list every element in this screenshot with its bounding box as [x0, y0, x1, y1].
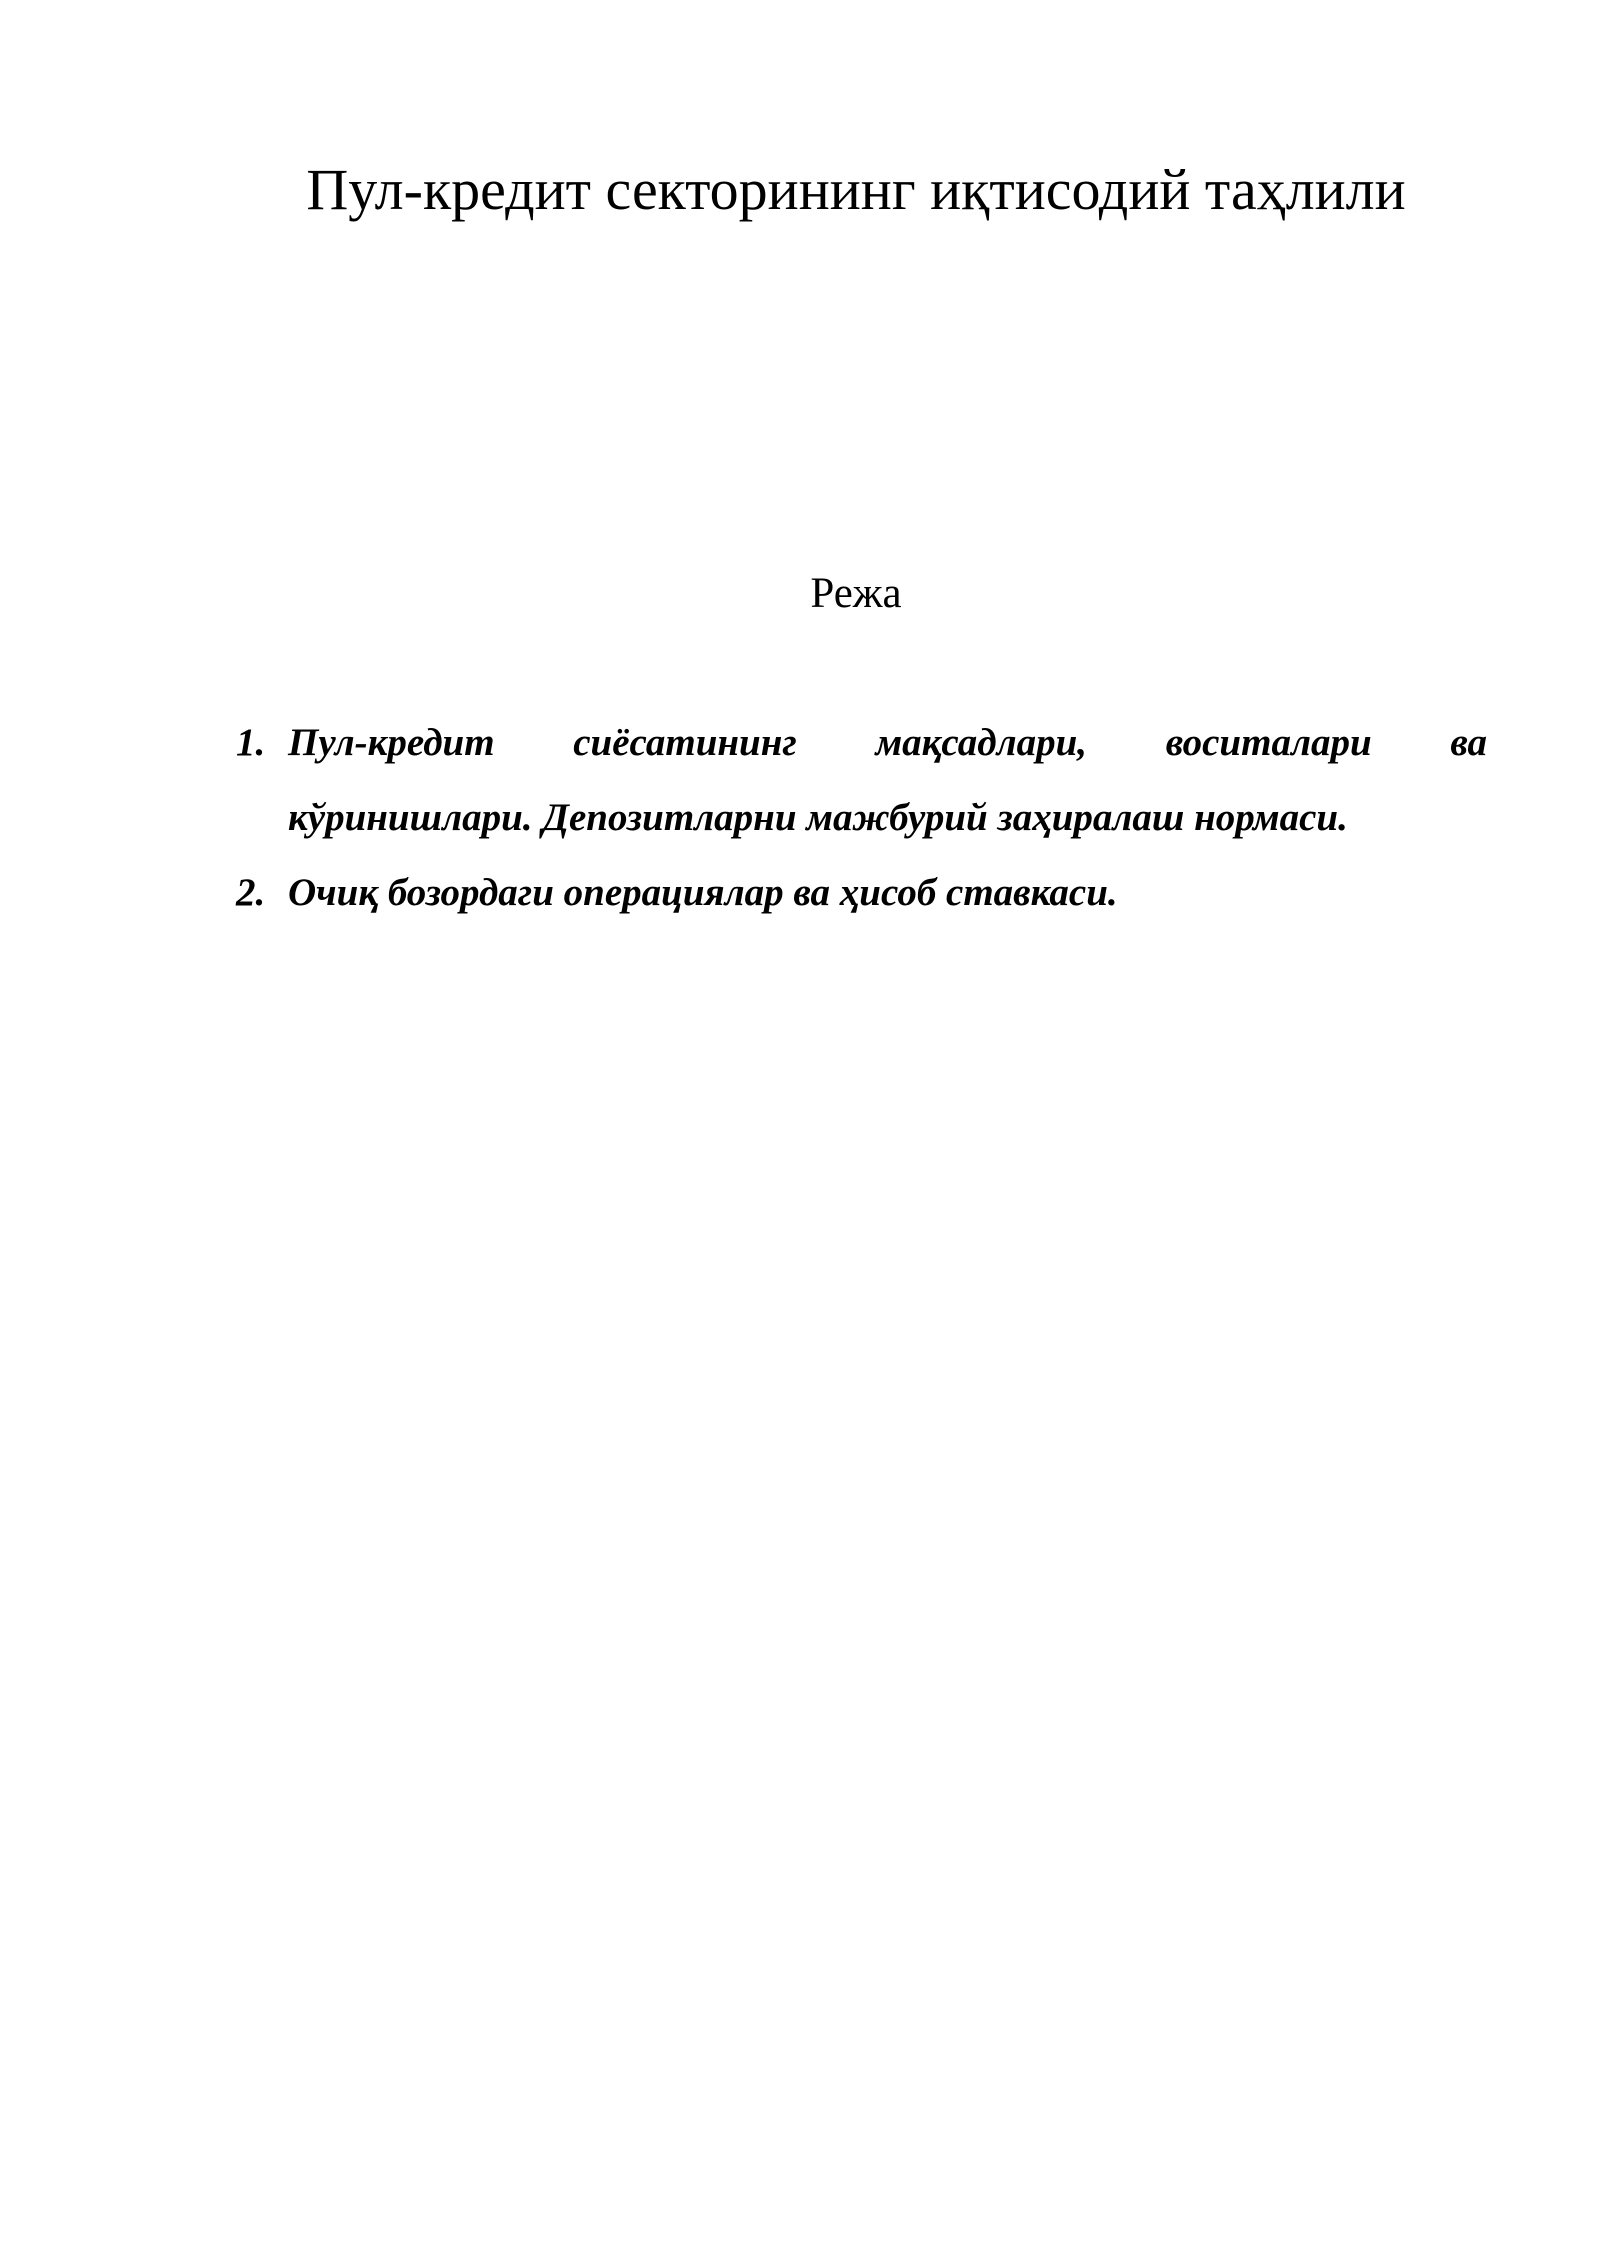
plan-heading: Режа [810, 570, 902, 617]
plan-item [236, 855, 1487, 930]
plan-item-line: Очиқ бозордаги операциялар ва ҳисоб ставкаси. [288, 871, 1118, 914]
plan-item-number: 1. [236, 721, 266, 764]
plan-item [236, 705, 1487, 855]
plan-item-text [288, 855, 1487, 930]
plan-item-text [288, 705, 1487, 855]
plan-list [236, 705, 1487, 930]
document-title: Пул-кредит секторининг иқтисодий таҳлили [306, 157, 1406, 222]
plan-item-number: 2. [236, 871, 266, 914]
plan-item-line: кўринишлари. Депозитларни мажбурий заҳиралаш нормаси. [288, 796, 1348, 839]
plan-item-line: Пул-кредит сиёсатининг мақсадлари, воситалари ва [288, 721, 1487, 764]
